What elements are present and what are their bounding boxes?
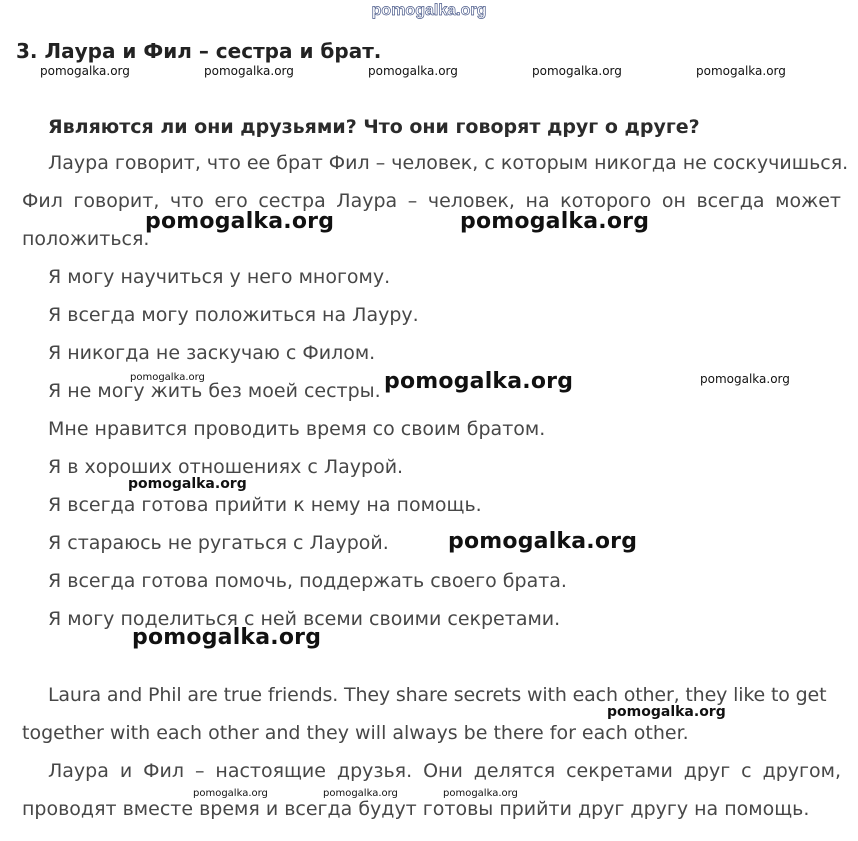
watermark: pomogalka.org [193, 788, 268, 799]
watermark: pomogalka.org [384, 369, 574, 394]
statement-line: Я всегда готова прийти к нему на помощь. [48, 494, 482, 516]
watermark: pomogalka.org [607, 704, 726, 720]
watermark: pomogalka.org [696, 64, 786, 78]
watermark: pomogalka.org [532, 64, 622, 78]
watermark: pomogalka.org [128, 476, 247, 492]
statement-line: Мне нравится проводить время со своим братом. [48, 418, 546, 440]
intro-line: положиться. [22, 228, 150, 250]
watermark: pomogalka.org [700, 372, 790, 386]
russian-answer-line: проводят вместе время и всегда будут готовы прийти друг другу на помощь. [22, 798, 810, 820]
watermark: pomogalka.org [132, 625, 322, 650]
statement-line: Я могу научиться у него многому. [48, 266, 391, 288]
statement-line: Я всегда могу положиться на Лауру. [48, 304, 419, 326]
watermark: pomogalka.org [460, 209, 650, 234]
statement-line: Я стараюсь не ругаться с Лаурой. [48, 532, 389, 554]
watermark: pomogalka.org [448, 529, 638, 554]
english-answer-line: Laura and Phil are true friends. They share secrets with each other, they like to get [48, 684, 827, 706]
statement-line: Я в хороших отношениях с Лаурой. [48, 456, 404, 478]
statement-line: Я могу поделиться с ней всеми своими секретами. [48, 608, 561, 630]
intro-line: Лаура говорит, что ее брат Фил – человек, с которым никогда не соскучишься. [48, 152, 849, 174]
watermark: pomogalka.org [145, 209, 335, 234]
header-watermark: pomogalka.org [371, 2, 487, 19]
statement-line: Я не могу жить без моей сестры. [48, 380, 381, 402]
watermark: pomogalka.org [204, 64, 294, 78]
intro-line: Фил говорит, что его сестра Лаура – человек, на которого он всегда может [22, 190, 841, 212]
watermark: pomogalka.org [323, 788, 398, 799]
watermark: pomogalka.org [368, 64, 458, 78]
watermark: pomogalka.org [443, 788, 518, 799]
exercise-question: Являются ли они друзьями? Что они говорят друг о друге? [48, 116, 700, 138]
russian-answer-line: Лаура и Фил – настоящие друзья. Они делятся секретами друг с другом, [48, 760, 841, 782]
exercise-heading: 3. Лаура и Фил – сестра и брат. [16, 39, 382, 63]
statement-line: Я всегда готова помочь, поддержать своего брата. [48, 570, 567, 592]
watermark: pomogalka.org [130, 372, 205, 383]
watermark: pomogalka.org [40, 64, 130, 78]
english-answer-line: together with each other and they will always be there for each other. [22, 722, 689, 744]
statement-line: Я никогда не заскучаю с Филом. [48, 342, 376, 364]
